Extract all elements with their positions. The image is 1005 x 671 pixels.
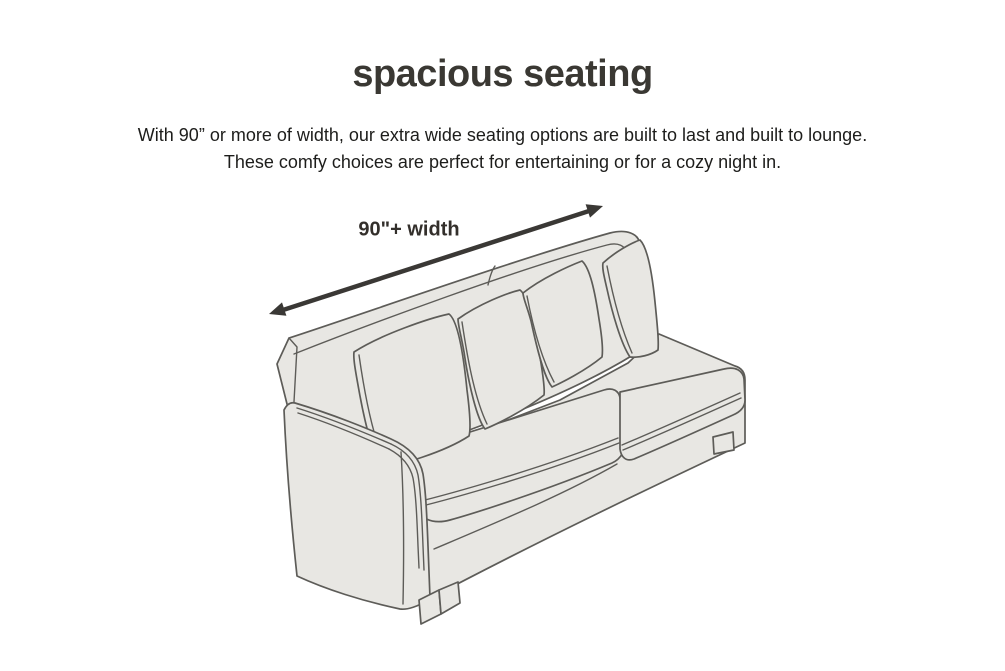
description-line-2: These comfy choices are perfect for entertaining or for a cozy night in. <box>223 152 782 172</box>
page-title: spacious seating <box>352 53 653 95</box>
description-line-1: With 90” or more of width, our extra wide seating options are built to last and built to lounge. <box>137 125 868 145</box>
dimension-label: 90"+ width <box>358 218 460 241</box>
